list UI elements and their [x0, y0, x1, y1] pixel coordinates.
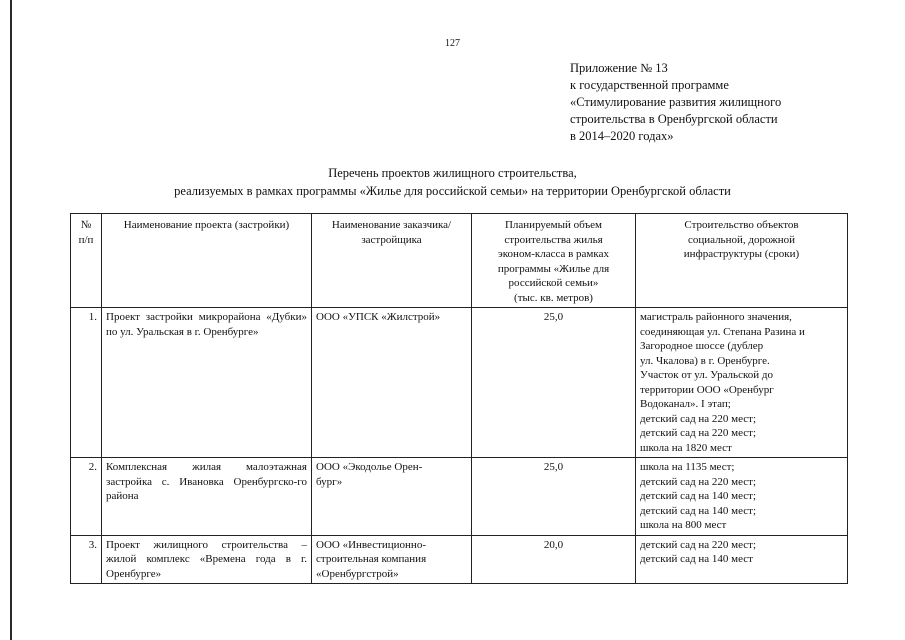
table-row: [71, 308, 848, 458]
cell-infrastructure: [636, 458, 848, 536]
cell-customer-text: ООО «Инвестиционно- строительная компания «Оренбургстрой»: [316, 538, 427, 580]
cell-customer-text: ООО «Экодолье Орен- бург»: [316, 461, 423, 488]
infrastructure-line: детский сад на 220 мест;: [640, 538, 757, 551]
infrastructure-line: Участок от ул. Уральской до: [640, 369, 773, 381]
header-volume: [472, 214, 636, 308]
annex-line: Приложение № 13: [570, 61, 668, 75]
header-volume-text: Планируемый объем строительства жилья эконом-класса в рамках программы «Жилье для российской семьи» (тыс. кв. метров): [497, 219, 610, 304]
cell-project: Проект застройки микрорайона «Дубки» по ул. Уральская в г. Оренбурге»: [102, 308, 312, 458]
cell-volume: 20,0: [472, 535, 636, 584]
header-infrastructure: [636, 214, 848, 308]
infrastructure-line: территории ООО «Оренбург: [640, 383, 774, 396]
cell-volume: 25,0: [472, 458, 636, 536]
cell-infrastructure: [636, 308, 848, 458]
cell-number: 3.: [71, 535, 102, 584]
cell-customer: [312, 458, 472, 536]
header-project: [102, 214, 312, 308]
annex-line: «Стимулирование развития жилищного: [570, 95, 782, 109]
infrastructure-line: Загородное шоссе (дублер: [640, 340, 764, 352]
annex-line: в 2014–2020 годах»: [570, 129, 674, 143]
infrastructure-line: соединяющая ул. Степана Разина и: [640, 325, 805, 338]
infrastructure-line: детский сад на 140 мест;: [640, 490, 757, 502]
infrastructure-line: школа на 800 мест: [640, 519, 727, 531]
infrastructure-line: детский сад на 140 мест;: [640, 504, 757, 517]
infrastructure-line: детский сад на 140 мест: [640, 553, 753, 565]
document-title: [0, 164, 905, 200]
title-line-1: Перечень проектов жилищного строительства,: [328, 166, 577, 180]
table-row: [71, 535, 848, 584]
cell-project: Проект жилищного строительства – жилой комплекс «Времена года в г. Оренбурге»: [102, 535, 312, 584]
cell-number: 1.: [71, 308, 102, 458]
infrastructure-line: детский сад на 220 мест;: [640, 412, 757, 425]
infrastructure-line: магистраль районного значения,: [640, 311, 792, 323]
annex-heading: [570, 60, 900, 145]
cell-customer: [312, 535, 472, 584]
infrastructure-line: ул. Чкалова) в г. Оренбурге.: [640, 354, 770, 367]
header-customer: [312, 214, 472, 308]
cell-number: 2.: [71, 458, 102, 536]
header-infrastructure-text: Строительство объектов социальной, дорожной инфраструктуры (сроки): [683, 219, 800, 260]
cell-customer-text: ООО «УПСК «Жилстрой»: [316, 311, 441, 323]
header-number-text: № п/п: [78, 219, 94, 246]
table-header-row: [71, 214, 848, 308]
page-number: 127: [445, 38, 460, 49]
annex-line: строительства в Оренбургской области: [570, 112, 778, 126]
infrastructure-line: школа на 1820 мест: [640, 441, 732, 454]
cell-infrastructure: [636, 535, 848, 584]
infrastructure-line: Водоканал». I этап;: [640, 398, 731, 410]
scan-edge-line: [10, 0, 12, 640]
infrastructure-line: школа на 1135 мест;: [640, 461, 735, 473]
cell-volume: 25,0: [472, 308, 636, 458]
projects-table: [70, 213, 848, 584]
infrastructure-line: детский сад на 220 мест;: [640, 475, 757, 488]
header-number: [71, 214, 102, 308]
infrastructure-line: детский сад на 220 мест;: [640, 427, 757, 439]
table-row: [71, 458, 848, 536]
title-line-2: реализуемых в рамках программы «Жилье для российской семьи» на территории Оренбургской области: [174, 184, 731, 198]
cell-project: Комплексная жилая малоэтажная застройка с. Ивановка Оренбургско-го района: [102, 458, 312, 536]
annex-line: к государственной программе: [570, 78, 729, 92]
header-customer-text: Наименование заказчика/ застройщика: [331, 219, 452, 246]
cell-customer: [312, 308, 472, 458]
header-project-text: Наименование проекта (застройки): [123, 219, 290, 231]
